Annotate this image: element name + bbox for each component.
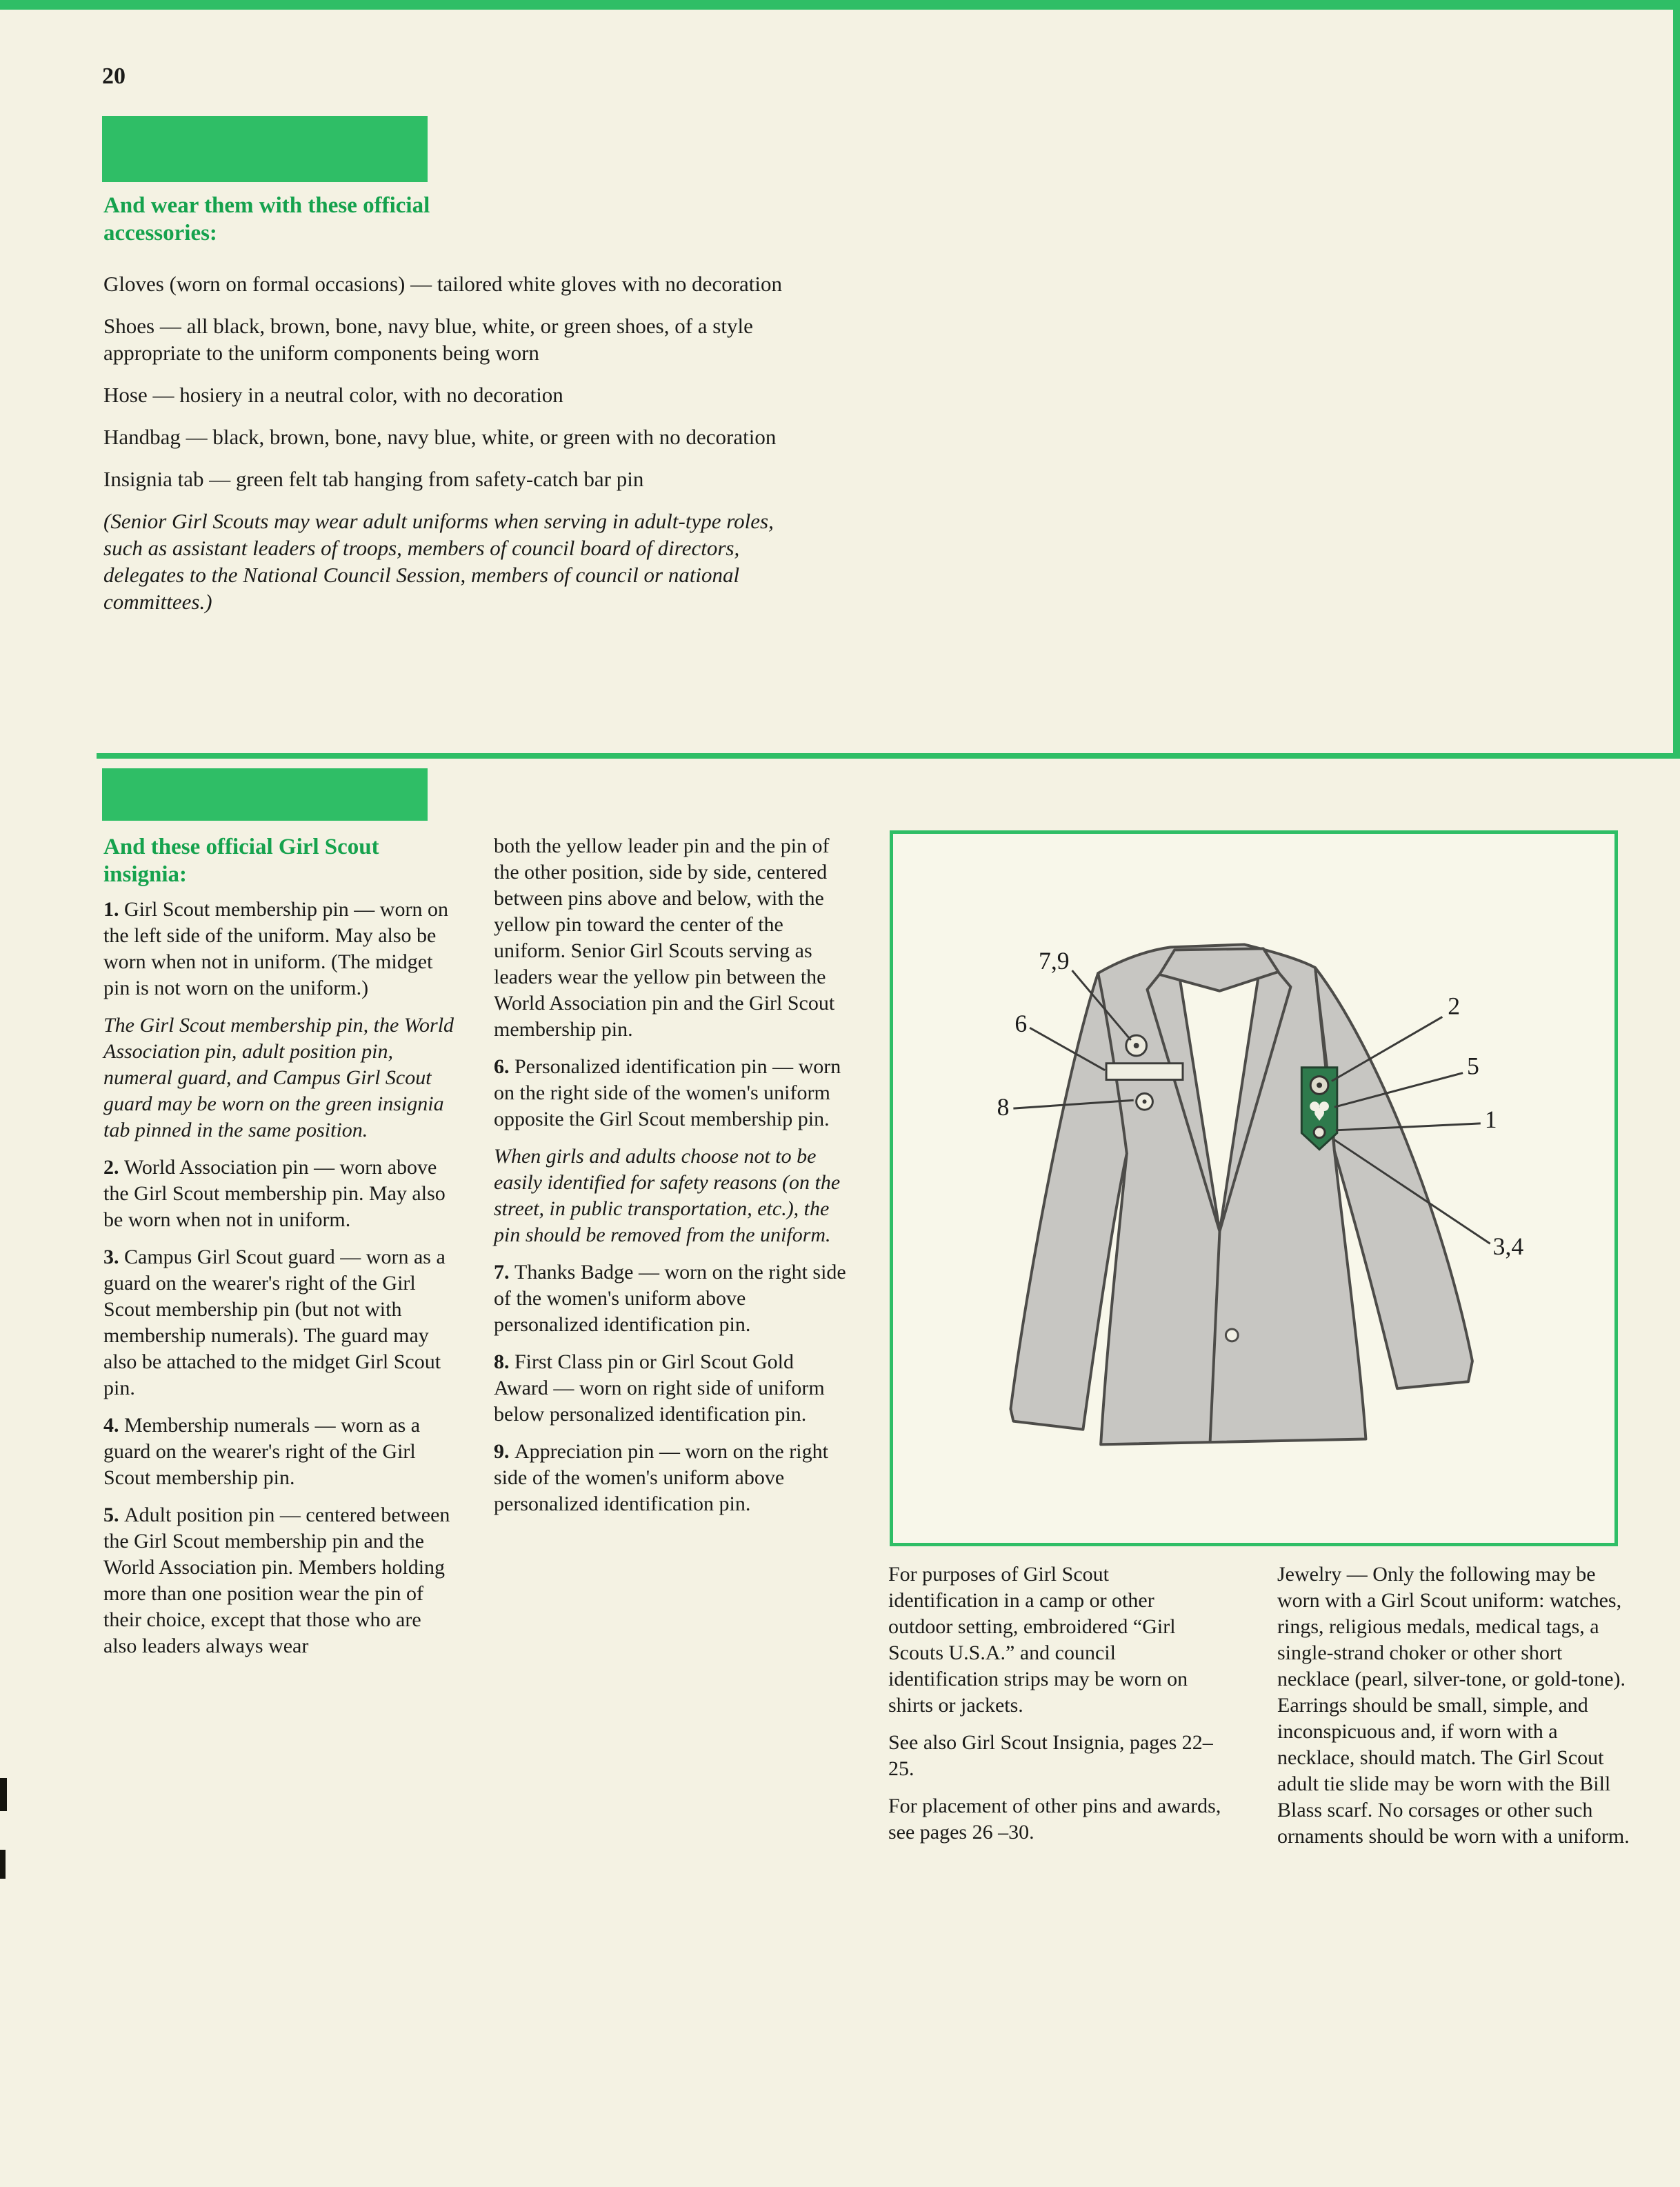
callout-5: 5 (1466, 1052, 1479, 1080)
scan-artifact-mark (0, 1778, 7, 1811)
callout-1: 1 (1484, 1105, 1497, 1133)
item-number: 6. (494, 1055, 514, 1078)
accessories-list (103, 270, 793, 630)
jacket-diagram (890, 830, 1618, 1546)
paragraph: Jewelry — Only the following may be worn with a Girl Scout uniform: watches, rings, religious medals, medical tags, a single-strand choker or other short necklace (pearl, silver-tone, or gold-tone). Earrings should be small, simple, and inconspicuous and, if worn with a necklace, should match. The Girl Scout adult tie slide may be worn with the Bill Blass scarf. No corsages or other such ornaments should be worn with a uniform. (1277, 1563, 1630, 1848)
paragraph: For purposes of Girl Scout identification in a camp or other outdoor setting, embroidered “Girl Scouts U.S.A.” and council identification strips may be worn on shirts or jackets. (888, 1563, 1188, 1717)
paragraph: 9. Appreciation pin — worn on the right side of the women's uniform above personalized identification pin. (494, 1440, 828, 1515)
paragraph: When girls and adults choose not to be easily identified for safety reasons (on the street, in public transportation, etc.), the pin should be removed from the uniform. (494, 1145, 841, 1246)
paragraph: Gloves (worn on formal occasions) — tailored white gloves with no decoration (103, 272, 783, 296)
insignia-column-1 (103, 897, 459, 1670)
item-number: 7. (494, 1261, 514, 1284)
callout-2: 2 (1448, 992, 1461, 1020)
insignia-tab-pins (1301, 1068, 1337, 1150)
item-number: 4. (103, 1414, 124, 1437)
uniform-jacket-illustration (893, 834, 1614, 1543)
section-divider (97, 753, 1680, 759)
green-block-accessories (102, 116, 428, 182)
notes-column-1 (888, 1561, 1223, 1857)
paragraph: The Girl Scout membership pin, the World Association pin, adult position pin, numeral guard, and Campus Girl Scout guard may be worn on the green insignia tab pinned in the same position. (103, 1014, 454, 1141)
green-block-insignia (102, 768, 428, 821)
callout-6: 6 (1014, 1010, 1028, 1038)
top-green-bar (0, 0, 1680, 10)
paragraph: 1. Girl Scout membership pin — worn on the left side of the uniform. May also be worn when not in uniform. (The midget pin is not worn on the uniform.) (103, 898, 448, 999)
right-green-bar (1673, 0, 1680, 759)
paragraph: Hose — hosiery in a neutral color, with no decoration (103, 383, 563, 407)
paragraph: Handbag — black, brown, bone, navy blue, white, or green with no decoration (103, 425, 777, 449)
paragraph: 3. Campus Girl Scout guard — worn as a guard on the wearer's right of the Girl Scout membership pin (but not with membership numerals). The guard may also be attached to the midget Girl Scout pin. (103, 1246, 446, 1399)
item-number: 2. (103, 1156, 124, 1179)
insignia-heading: And these official Girl Scout insignia: (103, 835, 379, 887)
insignia-column-2 (494, 833, 850, 1528)
paragraph: For placement of other pins and awards, see pages 26 –30. (888, 1795, 1221, 1844)
callout-8: 8 (997, 1093, 1010, 1121)
scan-artifact-mark (0, 1850, 6, 1879)
paragraph: Shoes — all black, brown, bone, navy blue, white, or green shoes, of a style appropriate to the uniform components being worn (103, 314, 753, 365)
paragraph: Insignia tab — green felt tab hanging from safety-catch bar pin (103, 467, 644, 491)
jacket-button (1226, 1329, 1238, 1341)
item-number: 3. (103, 1246, 124, 1268)
paragraph: 4. Membership numerals — worn as a guard on the wearer's right of the Girl Scout membership pin. (103, 1414, 421, 1489)
paragraph: 5. Adult position pin — centered between the Girl Scout membership pin and the World Association pin. Members holding more than one position wear the pin of their choice, except that those who are also leaders always wear (103, 1504, 450, 1657)
paragraph: 6. Personalized identification pin — worn on the right side of the women's uniform opposite the Girl Scout membership pin. (494, 1055, 841, 1130)
paragraph: 7. Thanks Badge — worn on the right side of the women's uniform above personalized identification pin. (494, 1261, 846, 1336)
paragraph: 8. First Class pin or Girl Scout Gold Award — worn on right side of uniform below personalized identification pin. (494, 1350, 825, 1426)
item-number: 5. (103, 1504, 124, 1526)
item-number: 1. (103, 898, 124, 921)
notes-column-2 (1277, 1561, 1630, 1861)
item-number: 8. (494, 1350, 514, 1373)
paragraph: both the yellow leader pin and the pin of the other position, side by side, centered between pins above and below, with the yellow pin toward the center of the uniform. Senior Girl Scouts serving as leaders wear the yellow pin between the World Association pin and the Girl Scout membership pin. (494, 835, 835, 1041)
paragraph: See also Girl Scout Insignia, pages 22–25. (888, 1731, 1213, 1780)
paragraph: (Senior Girl Scouts may wear adult uniforms when serving in adult-type roles, such as assistant leaders of troops, members of council board of directors, delegates to the National Council Session, members of council or national committees.) (103, 509, 774, 614)
callout-7-9: 7,9 (1039, 947, 1070, 975)
accessories-heading: And wear them with these official accessories: (103, 193, 430, 246)
paragraph: 2. World Association pin — worn above the Girl Scout membership pin. May also be worn when not in uniform. (103, 1156, 446, 1231)
item-number: 9. (494, 1440, 514, 1463)
callout-3-4: 3,4 (1492, 1232, 1524, 1261)
page-number: 20 (102, 63, 126, 89)
